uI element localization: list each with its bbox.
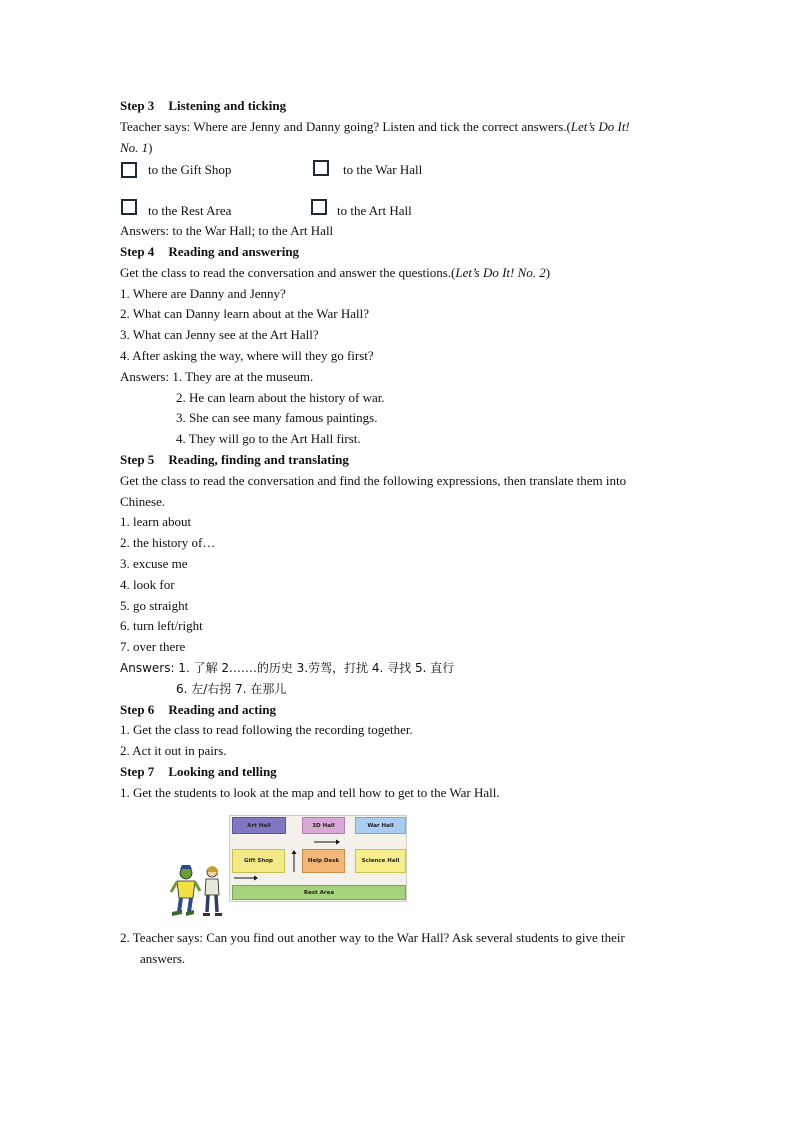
step4-instruction-text: Get the class to read the conversation and answer the questions.( bbox=[120, 265, 456, 280]
map-room-rest-area: Rest Area bbox=[232, 885, 406, 900]
step3-reference-number: No. 1 bbox=[120, 140, 149, 155]
step5-expression: 5. go straight bbox=[120, 598, 189, 613]
step3-reference: Let’s Do It! bbox=[570, 119, 630, 134]
step6-heading bbox=[120, 702, 276, 718]
step7-heading bbox=[120, 764, 277, 780]
step3-heading bbox=[120, 98, 286, 114]
step7-title: Step 7 bbox=[120, 764, 155, 779]
step7-item-2-cont: answers. bbox=[140, 951, 186, 966]
step4-instruction bbox=[120, 265, 550, 281]
step4-question: 2. What can Danny learn about at the War Hall? bbox=[120, 306, 369, 321]
step4-question: 1. Where are Danny and Jenny? bbox=[120, 286, 286, 301]
step3-subtitle: Listening and ticking bbox=[168, 98, 287, 113]
step6-item: 2. Act it out in pairs. bbox=[120, 743, 227, 758]
map-room-gift-shop: Gift Shop bbox=[232, 849, 285, 873]
step7-item-2: 2. Teacher says: Can you find out another way to the War Hall? Ask several students to give their bbox=[120, 930, 625, 945]
step3-title: Step 3 bbox=[120, 98, 155, 113]
map-room-help-desk: Help Desk bbox=[302, 849, 345, 873]
step3-instruction bbox=[120, 119, 630, 135]
step6-subtitle: Reading and acting bbox=[168, 702, 276, 717]
step5-expression: 6. turn left/right bbox=[120, 618, 203, 633]
museum-map bbox=[229, 815, 407, 902]
step5-expression: 2. the history of… bbox=[120, 535, 216, 550]
children-illustration bbox=[166, 858, 228, 920]
map-room-art-hall: Art Hall bbox=[232, 817, 286, 834]
map-arrows bbox=[230, 816, 408, 903]
step4-title: Step 4 bbox=[120, 244, 155, 259]
step5-expression: 3. excuse me bbox=[120, 556, 188, 571]
map-room-science-hall: Science Hall bbox=[355, 849, 406, 873]
step5-instruction-cont: Chinese. bbox=[120, 494, 166, 509]
step5-instruction: Get the class to read the conversation and find the following expressions, then translate them into bbox=[120, 473, 627, 488]
checkbox-art-hall[interactable] bbox=[311, 199, 327, 215]
step4-question: 3. What can Jenny see at the Art Hall? bbox=[120, 327, 319, 342]
map-room-3d-hall: 3D Hall bbox=[302, 817, 345, 834]
step5-expression: 7. over there bbox=[120, 639, 186, 654]
step5-answers-cont: 6. 左/右拐 7. 在那儿 bbox=[176, 682, 287, 696]
step3-reference-close: ) bbox=[148, 140, 153, 155]
step4-heading bbox=[120, 244, 299, 260]
checkbox-war-hall[interactable] bbox=[313, 160, 329, 176]
step3-instruction-cont bbox=[120, 140, 153, 156]
option-rest-area: to the Rest Area bbox=[148, 203, 232, 218]
girl-figure bbox=[203, 866, 222, 916]
step4-answer: 4. They will go to the Art Hall first. bbox=[176, 431, 361, 446]
arrow-right-icon bbox=[234, 876, 258, 881]
option-gift-shop: to the Gift Shop bbox=[148, 162, 232, 177]
step4-subtitle: Reading and answering bbox=[168, 244, 300, 259]
step4-reference: Let’s Do It! No. 2 bbox=[455, 265, 546, 280]
step3-instruction-text: Teacher says: Where are Jenny and Danny going? Listen and tick the correct answers.( bbox=[120, 119, 571, 134]
step7-item-1: 1. Get the students to look at the map and tell how to get to the War Hall. bbox=[120, 785, 500, 800]
step4-answer: 2. He can learn about the history of war. bbox=[176, 390, 385, 405]
step5-heading bbox=[120, 452, 349, 468]
boy-figure bbox=[171, 865, 200, 916]
step5-answers: Answers: 1. 了解 2.……的历史 3.劳驾，打扰 4. 寻找 5. 直行 bbox=[120, 661, 455, 675]
checkbox-gift-shop[interactable] bbox=[121, 162, 137, 178]
map-room-war-hall: War Hall bbox=[355, 817, 406, 834]
step4-reference-close: ) bbox=[545, 265, 551, 280]
step4-answer: 3. She can see many famous paintings. bbox=[176, 410, 378, 425]
step6-item: 1. Get the class to read following the recording together. bbox=[120, 722, 413, 737]
arrow-up-icon bbox=[292, 850, 297, 872]
step5-title: Step 5 bbox=[120, 452, 155, 467]
step4-answers-label: Answers: 1. They are at the museum. bbox=[120, 369, 314, 384]
step5-expression: 4. look for bbox=[120, 577, 175, 592]
option-art-hall: to the Art Hall bbox=[337, 203, 412, 218]
option-war-hall: to the War Hall bbox=[343, 162, 423, 177]
step7-subtitle: Looking and telling bbox=[168, 764, 277, 779]
arrow-right-icon bbox=[314, 840, 340, 845]
step4-question: 4. After asking the way, where will they go first? bbox=[120, 348, 374, 363]
step6-title: Step 6 bbox=[120, 702, 155, 717]
step5-subtitle: Reading, finding and translating bbox=[168, 452, 349, 467]
step5-expression: 1. learn about bbox=[120, 514, 192, 529]
checkbox-rest-area[interactable] bbox=[121, 199, 137, 215]
step3-answers: Answers: to the War Hall; to the Art Hall bbox=[120, 223, 334, 238]
